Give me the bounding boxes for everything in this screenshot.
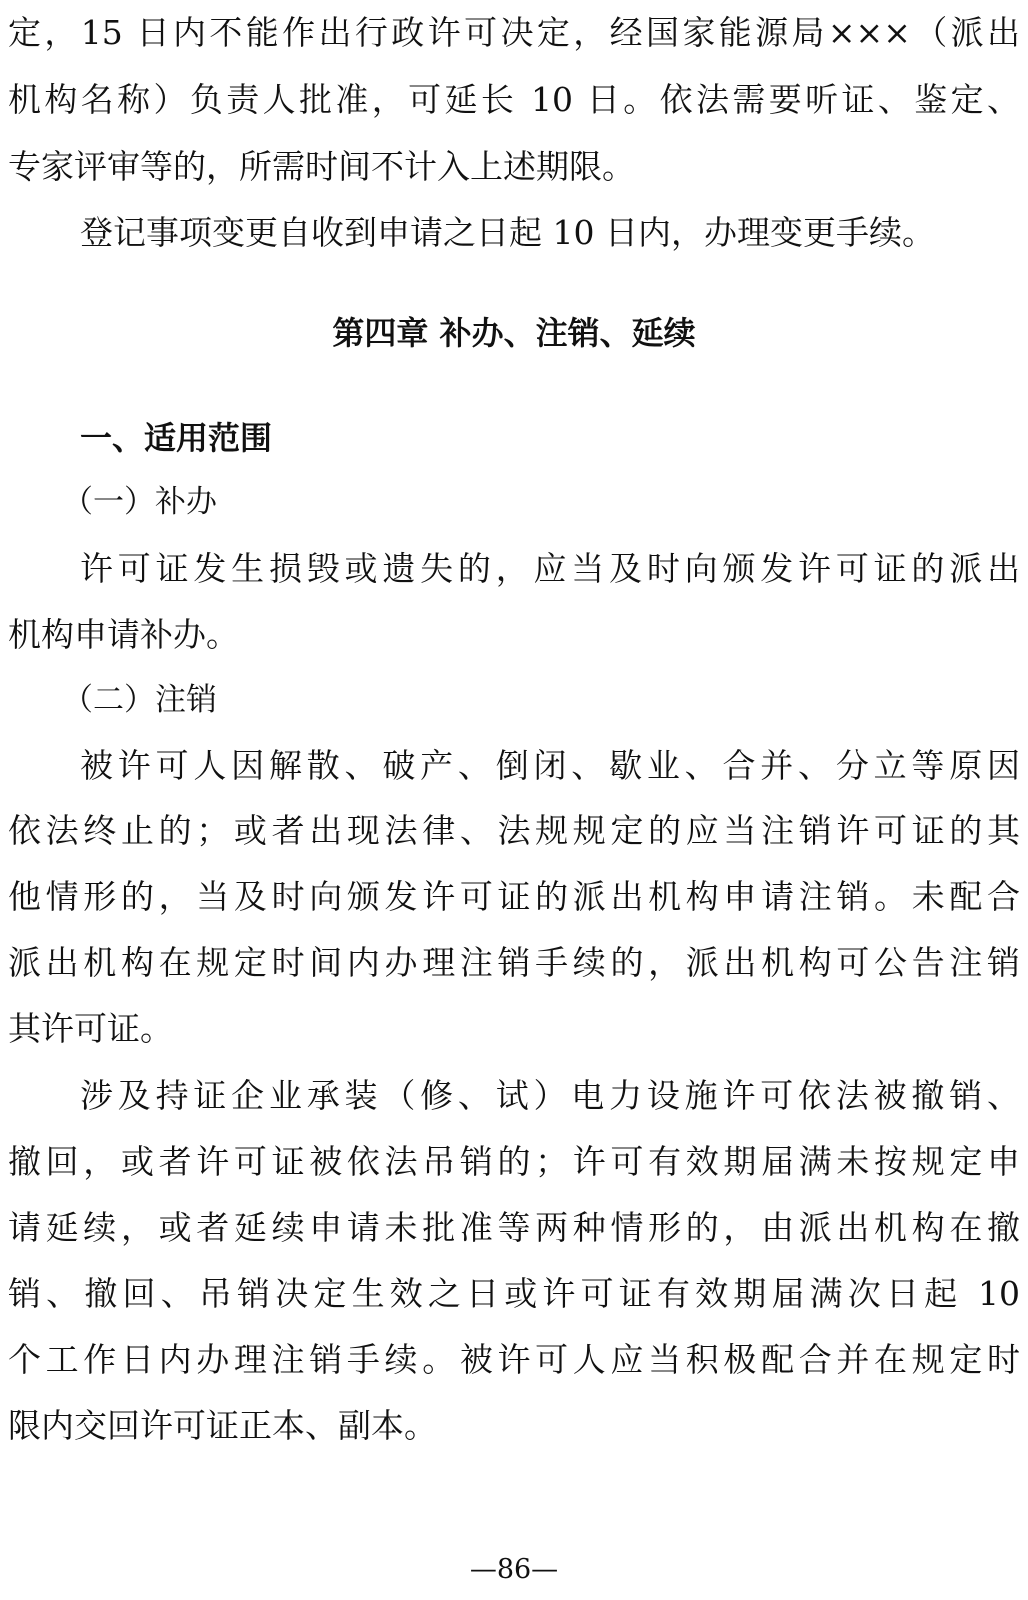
paragraph-line: 定，15 日内不能作出行政许可决定，经国家能源局×××（派出 xyxy=(8,13,1020,52)
chapter-title: 第四章 补办、注销、延续 xyxy=(332,314,696,352)
section-heading: 一、适用范围 xyxy=(80,419,273,457)
paragraph-line: 被许可人因解散、破产、倒闭、歇业、合并、分立等原因 xyxy=(80,746,1020,785)
paragraph-line: 个工作日内办理注销手续。被许可人应当积极配合并在规定时 xyxy=(8,1340,1020,1379)
paragraph-line: 限内交回许可证正本、副本。 xyxy=(8,1406,437,1445)
paragraph-line: 许可证发生损毁或遗失的，应当及时向颁发许可证的派出 xyxy=(80,549,1020,588)
paragraph-line: 依法终止的；或者出现法律、法规规定的应当注销许可证的其 xyxy=(8,811,1020,850)
paragraph-line: 涉及持证企业承装（修、试）电力设施许可依法被撤销、 xyxy=(80,1076,1020,1115)
subsection-heading: （一）补办 xyxy=(62,484,217,520)
page-number: —86— xyxy=(469,1554,559,1585)
paragraph-line: 销、撤回、吊销决定生效之日或许可证有效期届满次日起 10 xyxy=(8,1274,1020,1313)
paragraph-line: 他情形的，当及时向颁发许可证的派出机构申请注销。未配合 xyxy=(8,877,1020,916)
paragraph-line: 登记事项变更自收到申请之日起 10 日内，办理变更手续。 xyxy=(80,213,935,252)
paragraph-line: 撤回，或者许可证被依法吊销的；许可有效期届满未按规定申 xyxy=(8,1142,1020,1181)
paragraph-line: 专家评审等的，所需时间不计入上述期限。 xyxy=(8,147,635,186)
paragraph-line: 其许可证。 xyxy=(8,1009,173,1048)
subsection-heading: （二）注销 xyxy=(62,682,217,718)
paragraph-line: 派出机构在规定时间内办理注销手续的，派出机构可公告注销 xyxy=(8,943,1020,982)
paragraph-line: 机构申请补办。 xyxy=(8,615,239,654)
paragraph-line: 请延续，或者延续申请未批准等两种情形的，由派出机构在撤 xyxy=(8,1208,1020,1247)
paragraph-line: 机构名称）负责人批准，可延长 10 日。依法需要听证、鉴定、 xyxy=(8,80,1020,119)
